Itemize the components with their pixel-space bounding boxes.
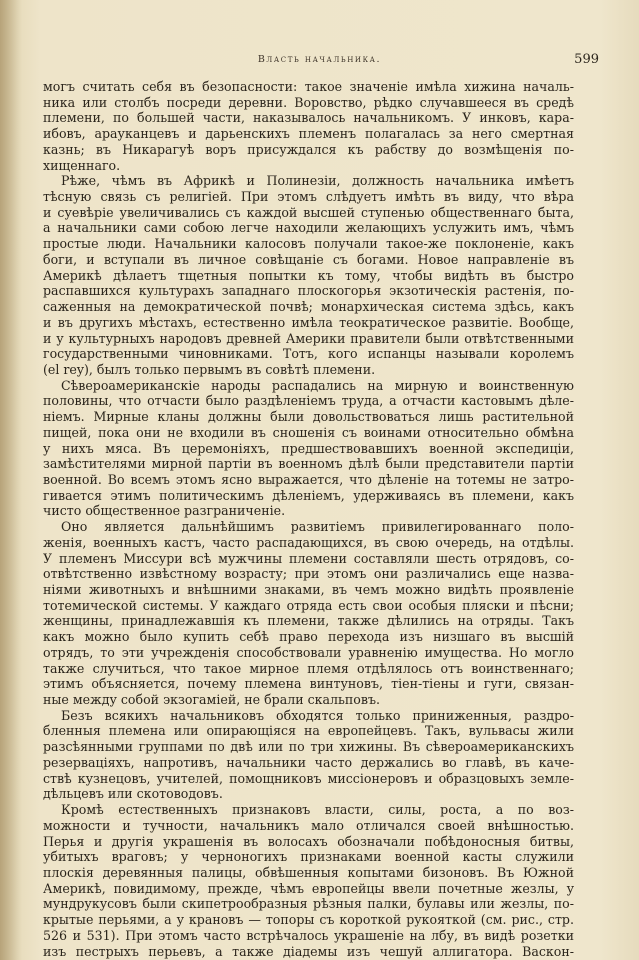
text-line: боги, и вступали въ личное совѣщаніе съ богами. Новое направленіе въ xyxy=(43,251,574,267)
text-line: племени, по большей части, наказывалось начальникомъ. У инковъ, кара- xyxy=(43,110,574,126)
text-line: и у культурныхъ народовъ древней Америки правители были отвѣтственными xyxy=(43,330,574,346)
text-line: мундрукусовъ были скипетрообразныя рѣзныя палки, булавы или жезлы, по- xyxy=(43,896,574,912)
text-line: ніями животныхъ и внѣшними знаками, въ чемъ можно видѣть проявленіе xyxy=(43,582,574,597)
text-line: простые люди. Начальники калосовъ получали такое-же поклоненіе, какъ xyxy=(43,236,574,252)
text-line: женщины, принадлежавшія къ племени, также дѣлились на отряды. Такъ xyxy=(43,613,574,629)
text-line: чисто общественное разграниченіе. xyxy=(43,503,286,519)
text-line: Америкѣ, повидимому, прежде, чѣмъ европейцы ввели почетные жезлы, у xyxy=(43,880,574,896)
text-line: Рѣже, чѣмъ въ Африкѣ и Полинезіи, должность начальника имѣетъ xyxy=(61,173,574,189)
text-line: ибовъ, арауканцевъ и дарьенскихъ племенъ полагалась за него смертная xyxy=(43,126,574,142)
text-line: Оно является дальнѣйшимъ развитіемъ привилегированнаго поло- xyxy=(61,519,574,535)
text-line: замѣстителями мирной партіи въ военномъ дѣлѣ были представители партіи xyxy=(43,456,574,472)
text-line: изъ пестрыхъ перьевъ, а также діадемы изъ чешуй аллигатора. Васкон- xyxy=(43,943,574,959)
text-line: бленныя племена или опирающіяся на европейцевъ. Такъ, вульвасы жили xyxy=(43,723,574,739)
binding-shadow xyxy=(0,0,22,960)
text-line: гивается этимъ политическимъ дѣленіемъ, удерживаясь въ племени, какъ xyxy=(43,487,574,503)
text-line: хищеннаго. xyxy=(43,157,121,173)
text-line: плоскія деревянныя палицы, обвѣшенныя копытами бизоновъ. Въ Южной xyxy=(43,864,574,880)
text-line: ника или столбъ посреди деревни. Воровство, рѣдко случавшееся въ средѣ xyxy=(43,94,574,110)
text-line: разсѣянными группами по двѣ или по три хижины. Въ сѣвероамериканскихъ xyxy=(43,739,574,755)
text-line: дѣльцевъ или скотоводовъ. xyxy=(43,786,223,802)
text-line: отрядъ, то эти учрежденія способствовали уравненію имущества. Но могло xyxy=(43,644,574,660)
text-line: какъ можно было купить себѣ право перехода изъ низшаго въ высшій xyxy=(43,629,574,645)
text-line: ствѣ кузнецовъ, учителей, помощниковъ миссіонеровъ и образцовыхъ земле- xyxy=(43,770,574,786)
text-line: 526 и 531). При этомъ часто встрѣчалось украшеніе на лбу, въ видѣ розетки xyxy=(43,927,574,943)
text-line: ные между собой экзогаміей, не брали скальповъ. xyxy=(43,692,380,708)
text-line: можности и тучности, начальникъ мало отличался своей внѣшностью. xyxy=(43,817,574,833)
text-line: Кромѣ естественныхъ признаковъ власти, силы, роста, а по воз- xyxy=(61,802,574,818)
text-line: ніемъ. Мирные кланы должны были довольствоваться лишь растительной xyxy=(43,409,574,425)
text-line: Америкѣ дѣлаетъ тщетныя попытки къ тому, чтобы видѣть въ быстро xyxy=(43,267,574,283)
text-line: казнь; въ Никарагуѣ воръ присуждался къ рабству до возмѣщенія по- xyxy=(43,141,574,157)
running-head: Власть начальника. xyxy=(257,54,382,65)
text-line: этимъ объясняется, почему племена винтуновъ, тіен-тіены и гуги, связан- xyxy=(43,676,574,692)
text-line: также случиться, что такое мирное племя отдѣлялось отъ воинственнаго; xyxy=(43,660,574,676)
text-line: пищей, пока они не входили въ сношенія съ воинами относительно обмѣна xyxy=(43,424,574,440)
text-line: крытые перьями, а у крановъ — топоры съ короткой рукояткой (см. рис., стр. xyxy=(43,912,574,928)
text-line: половины, что отчасти было раздѣленіемъ труда, а отчасти кастовымъ дѣле- xyxy=(43,393,574,409)
text-line: Безъ всякихъ начальниковъ обходятся только приниженныя, раздро- xyxy=(61,707,574,723)
body-text xyxy=(43,79,574,959)
text-line: Сѣвероамериканскіе народы распадались на мирную и воинственную xyxy=(61,377,574,393)
text-line: женія, военныхъ кастъ, часто распадающихся, въ свою очередь, на отдѣлы. xyxy=(43,534,574,550)
text-line: Перья и другія украшенія въ волосахъ обозначали побѣдоносныя битвы, xyxy=(43,833,574,849)
text-line: саженныя на демократической почвѣ; монархическая система здѣсь, какъ xyxy=(43,299,574,315)
text-line: и суевѣріе увеличивались съ каждой высшей ступенью общественнаго быта, xyxy=(43,204,574,220)
text-line: у нихъ мяса. Въ церемоніяхъ, предшествовавшихъ военной экспедиціи, xyxy=(43,440,574,456)
text-line: резервацiяхъ, напротивъ, начальники часто держались во главѣ, въ каче- xyxy=(43,754,574,770)
text-line: (el rey), былъ только первымъ въ совѣтѣ племени. xyxy=(43,361,376,377)
text-line: У племенъ Миссури всѣ мужчины племени составляли шесть отрядовъ, со- xyxy=(43,550,574,566)
text-line: и въ другихъ мѣстахъ, естественно имѣла теократическое развитіе. Вообще, xyxy=(43,314,574,330)
text-line: убитыхъ враговъ; у черноногихъ признаками военной касты служили xyxy=(43,849,574,865)
text-line: могъ считать себя въ безопасности: такое значеніе имѣла хижина началь- xyxy=(43,79,574,94)
text-line: тѣсную связь съ религіей. При этомъ слѣдуетъ имѣть въ виду, что вѣра xyxy=(43,189,574,205)
page-number: 599 xyxy=(574,52,599,67)
text-line: военной. Во всемъ этомъ ясно выражается, что дѣленіе на тотемы не затро- xyxy=(43,471,574,487)
text-line: отвѣтственно извѣстному возрасту; при этомъ они различались еще назва- xyxy=(43,566,574,582)
text-line: тотемической системы. У каждаго отряда есть свои особыя пляски и пѣсни; xyxy=(43,597,574,613)
text-line: распавшихся культурахъ западнаго плоскогорья экзотическія растенія, по- xyxy=(43,283,574,299)
text-line: а начальники сами собою легче находили желающихъ услужить имъ, чѣмъ xyxy=(43,220,574,236)
text-line: государственными чиновниками. Тотъ, кого испанцы называли королемъ xyxy=(43,346,574,362)
